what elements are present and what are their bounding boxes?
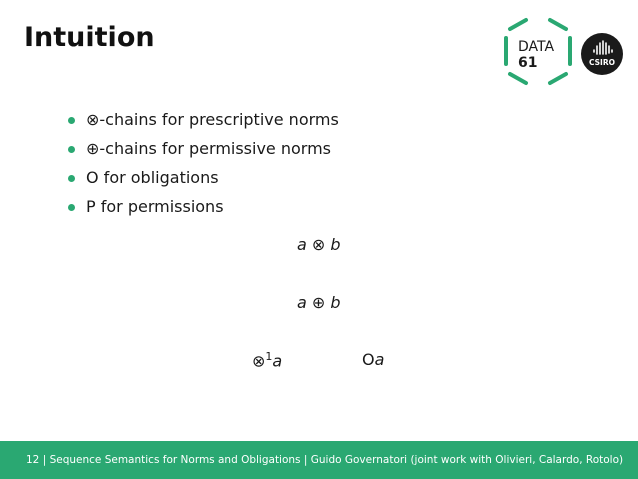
data61-line2: 61 <box>518 55 538 71</box>
data61-line1: DATA <box>518 39 555 55</box>
bullet-item <box>68 139 339 168</box>
formula-var: a <box>297 293 307 312</box>
formula-var: a <box>297 235 307 254</box>
footer-text: 12 | Sequence Semantics for Norms and Obligations | Guido Governatori (joint work with Olivieri, Calardo, Rotolo) <box>26 454 624 466</box>
csiro-label: CSIRO <box>589 58 615 67</box>
data61-logo <box>502 16 574 88</box>
bullet-item <box>68 197 339 226</box>
bullet-text: P for permissions <box>86 197 224 216</box>
bullet-text: O for obligations <box>86 168 219 187</box>
formula-otimes-1 <box>252 350 282 370</box>
formula-var: b <box>330 293 341 312</box>
formula-var: b <box>330 235 341 254</box>
bullet-text: ⊕-chains for permissive norms <box>86 139 332 158</box>
oplus-symbol: ⊕ <box>311 293 326 312</box>
formula-otimes <box>297 235 341 254</box>
formula-obligation <box>362 350 384 369</box>
otimes-symbol: ⊗ <box>311 235 326 254</box>
bullet-item <box>68 168 339 197</box>
footer-bar <box>0 441 638 479</box>
formula-oplus <box>297 293 341 312</box>
bullet-dot-icon <box>68 117 75 124</box>
bullet-text: ⊗-chains for prescriptive norms <box>86 110 339 129</box>
obligation-operator: O <box>362 350 375 369</box>
otimes-symbol: ⊗ <box>252 351 266 371</box>
bullet-item <box>68 110 339 139</box>
csiro-logo <box>580 32 624 76</box>
bullet-dot-icon <box>68 204 75 211</box>
bullet-dot-icon <box>68 146 75 153</box>
slide-title: Intuition <box>24 22 155 53</box>
bullet-list <box>68 110 339 226</box>
formula-var: a <box>374 350 385 369</box>
formula-superscript: 1 <box>265 350 273 363</box>
formula-var: a <box>272 351 283 371</box>
bullet-dot-icon <box>68 175 75 182</box>
